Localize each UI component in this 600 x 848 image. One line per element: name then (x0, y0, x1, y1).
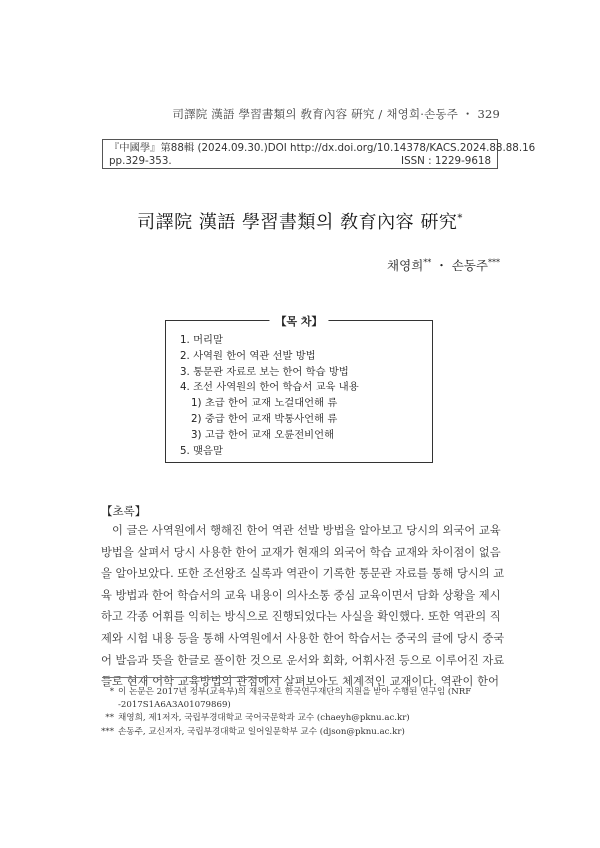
toc-item: 3. 통문관 자료로 보는 한어 학습 방법 (180, 365, 349, 378)
abstract-line: 을 알아보았다. 또한 조선왕조 실록과 역관이 기록한 통문관 자료를 통해 당시의 교 (101, 567, 505, 581)
footnote-text: 손동주, 교신저자, 국립부경대학교 일어일문학부 교수 (djson@pknu.ac.kr) (118, 726, 405, 737)
paper-title-text: 司譯院 漢語 學習書類의 敎育內容 硏究 (137, 212, 458, 233)
toc-subitem: 3) 고급 한어 교재 오륜전비언해 (191, 428, 335, 441)
abstract-line: 들로 현재 어학 교육방법의 관점에서 살펴보아도 체계적인 교재이다. 역관이 한어 (101, 675, 499, 689)
toc-item: 1. 머리말 (180, 334, 223, 346)
footnote (100, 686, 500, 699)
author-2: 손동주 (451, 258, 488, 273)
abstract-body (101, 520, 505, 693)
footnote-text: -2017S1A6A3A01079869) (118, 700, 231, 711)
paper-title (0, 208, 600, 234)
abstract-heading: 【초록】 (101, 504, 147, 518)
info-row-1 (109, 142, 536, 155)
footnote-mark: *** (101, 726, 114, 737)
footnote-mark: ** (105, 713, 114, 724)
abstract-line: 제와 시험 내용 등을 통해 사역원에서 사용한 한어 학습서는 중국의 글에 당시 중국 (101, 631, 505, 645)
toc-subitem: 1) 초급 한어 교재 노걸대언해 류 (191, 397, 338, 410)
table-of-contents (165, 315, 433, 463)
footnote (100, 712, 500, 725)
page-range: pp.329-353. (109, 154, 172, 167)
info-row-2 (109, 155, 491, 168)
footnote-mark: * (109, 687, 114, 697)
toc-subitem: 2) 중급 한어 교재 박통사언해 류 (191, 412, 338, 425)
author-line (387, 256, 500, 274)
toc-heading: 【목 차】 (269, 313, 328, 329)
footnote-text: 이 논문은 2017년 정부(교육부)의 재원으로 한국연구재단의 지원을 받아 수행된 연구임 (NRF (118, 687, 472, 697)
abstract-line: 어 발음과 뜻을 한글로 풀이한 것으로 운서와 회화, 어휘사전 등으로 이루어진 자료 (101, 653, 505, 667)
toc-item: 2. 사역원 한어 역관 선발 방법 (180, 349, 316, 362)
journal-issue: 『中國學』第88輯 (2024.09.30.) (109, 142, 268, 154)
footnote-continuation (100, 699, 500, 712)
author-1: 채영희 (387, 258, 424, 273)
footnote-divider (102, 677, 282, 678)
doi-link[interactable]: DOI http://dx.doi.org/10.14378/KACS.2024.88.88.16 (267, 142, 536, 154)
toc-item: 4. 조선 사역원의 한어 학습서 교육 내용 (180, 381, 359, 394)
running-head: 司譯院 漢語 學習書類의 敎育內容 硏究 / 채영희·손동주 ・ 329 (172, 107, 500, 121)
toc-item: 5. 맺음말 (180, 444, 223, 457)
issn: ISSN : 1229-9618 (401, 154, 491, 167)
author-separator: ・ (435, 258, 448, 273)
footnote (100, 726, 500, 739)
abstract-line: 하고 각종 어휘를 익히는 방식으로 진행되었다는 사실을 확인했다. 또한 역관의 직 (101, 610, 501, 624)
footnote-text: 채영희, 제1저자, 국립부경대학교 국어국문학과 교수 (chaeyh@pknu.ac.kr) (118, 713, 410, 724)
abstract-line: 방법을 살펴서 당시 사용한 한어 교재가 현재의 외국어 학습 교재와 차이점이 없음 (101, 545, 501, 559)
author-1-mark: ** (423, 257, 432, 267)
abstract-line: 육 방법과 한어 학습서의 교육 내용이 의사소통 중심 교육이면서 담화 상황을 제시 (101, 588, 501, 602)
abstract-line: 이 글은 사역원에서 행해진 한어 역관 선발 방법을 알아보고 당시의 외국어 교육 (112, 524, 501, 537)
title-footnote-mark: * (457, 213, 463, 224)
toc-list (180, 333, 359, 459)
footnotes (100, 686, 500, 739)
publication-info-box (102, 139, 536, 169)
author-2-mark: *** (488, 257, 500, 267)
